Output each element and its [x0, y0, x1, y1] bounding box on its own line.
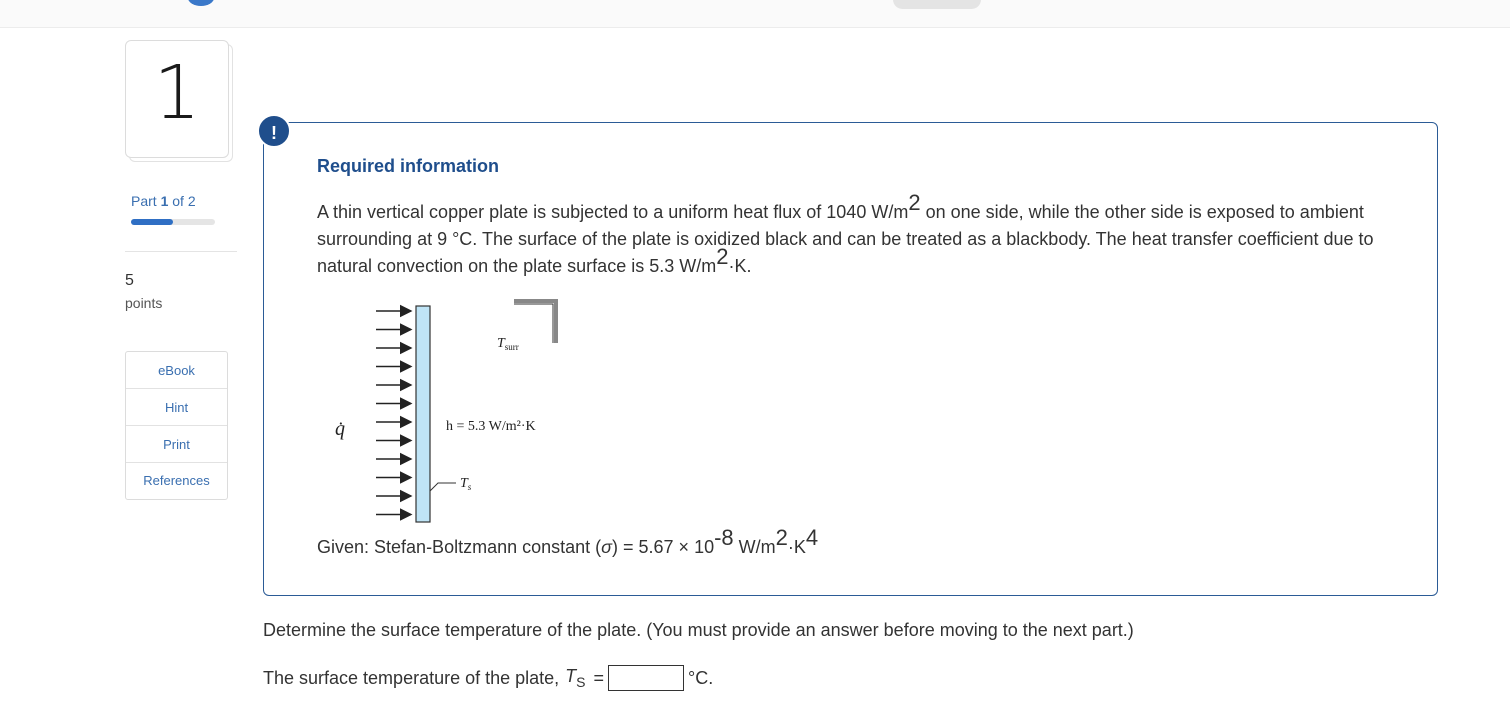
statement-sup-b: 2 [716, 244, 729, 269]
answer-variable [565, 666, 585, 690]
sidebar-divider [125, 251, 237, 252]
required-info-box [263, 122, 1438, 596]
ts-leader-line [430, 483, 456, 491]
ts-label [460, 476, 472, 492]
surroundings-corner-edge [514, 304, 553, 343]
statement-part-c: ·K. [728, 256, 752, 276]
question-number-card [125, 40, 229, 158]
heat-flux-arrows [376, 311, 411, 515]
avatar[interactable] [188, 0, 214, 6]
part-current: 1 [160, 193, 169, 209]
references-link[interactable]: References [143, 473, 210, 488]
given-sup-2: 2 [775, 525, 788, 550]
answer-var-subscript: S [576, 674, 586, 690]
answer-input[interactable] [608, 665, 684, 691]
statement-part-b: on one side, while the other side is exposed to ambient surrounding at 9 °C. The surface of the plate is oxidized black and can be treated as a blackbody. The heat transfer coefficient due to natural convection on the plate surface is 5.3 W/m [317, 202, 1374, 276]
q-dot-label: q̇ [335, 418, 345, 440]
resource-links [125, 351, 228, 500]
part-progress-bar [131, 219, 215, 225]
answer-row [263, 665, 713, 691]
answer-unit: °C. [688, 667, 714, 688]
given-part-b: ) = 5.67 × 10 [612, 537, 715, 557]
points-label: points [125, 295, 163, 311]
given-statement [317, 525, 819, 558]
question-prompt: Determine the surface temperature of the plate. (You must provide an answer before moving to the next part.) [263, 620, 1134, 640]
top-bar [0, 0, 1510, 28]
part-indicator [131, 193, 196, 209]
plate-figure [335, 293, 584, 533]
answer-label: The surface temperature of the plate, [263, 667, 560, 688]
points-value: 5 [125, 272, 134, 289]
hint-link[interactable]: Hint [126, 389, 227, 426]
ts-subscript: s [467, 482, 472, 492]
part-word: Part [131, 193, 157, 209]
given-part-d: ·K [787, 537, 806, 557]
statement-sup-a: 2 [908, 190, 921, 215]
tsurr-subscript: surr [504, 342, 519, 352]
question-number: 1 [153, 50, 201, 136]
print-link[interactable]: Print [126, 426, 227, 463]
tsurr-label [497, 336, 519, 352]
alert-icon: ! [257, 114, 291, 148]
ts-symbol: T [460, 476, 468, 491]
given-sup-4: 4 [805, 525, 819, 550]
statement-part-a: A thin vertical copper plate is subjected to a uniform heat flux of 1040 W/m [317, 202, 909, 222]
top-pill-button[interactable] [893, 0, 981, 9]
given-part-c: W/m [733, 537, 776, 557]
problem-statement [317, 190, 1377, 280]
part-of-total: of 2 [172, 193, 196, 209]
tsurr-symbol: T [497, 336, 505, 351]
surroundings-corner [514, 301, 556, 343]
h-label: h = 5.3 W/m²·K [446, 419, 536, 434]
copper-plate [416, 306, 430, 522]
equals-sign: = [593, 667, 605, 688]
required-info-title: Required information [317, 156, 500, 176]
given-part-a: Given: Stefan-Boltzmann constant ( [317, 537, 602, 557]
ebook-link[interactable]: eBook [126, 352, 227, 389]
answer-var-symbol: T [565, 666, 577, 686]
given-exponent: -8 [714, 525, 734, 550]
sigma-symbol: σ [601, 537, 613, 557]
part-progress-fill [131, 219, 173, 225]
